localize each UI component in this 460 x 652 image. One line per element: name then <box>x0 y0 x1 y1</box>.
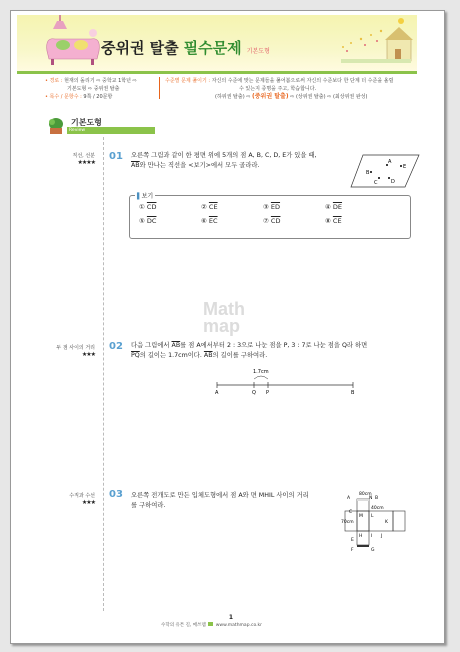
title-part2: 탈출 <box>149 39 179 57</box>
q3-fig-label-f: F <box>351 548 354 553</box>
q1-choice-6 <box>201 217 263 225</box>
q3-meta <box>51 492 95 506</box>
info-count-value: 9쪽 / 20문항 <box>83 94 113 100</box>
info-path-value2: 기본도형 ⇨ 중위권 탈출 <box>67 86 120 92</box>
q3-fig-label-a: A <box>347 496 351 501</box>
info-method-label: 수준별 문제 풀이기 : <box>165 78 211 84</box>
q3-fig-label-k: K <box>385 520 388 525</box>
q1-number: 01 <box>109 151 123 162</box>
q1-fig-label-a: A <box>388 159 392 165</box>
q3-fig-side: 70cm <box>341 520 354 525</box>
q1-choice-row2 <box>139 217 387 225</box>
q1-choice-5-num: ⑤ <box>139 217 145 225</box>
q2-fig-label-b: B <box>351 390 355 395</box>
footer-text: 수학의 유튼 길, 매쓰맵 <box>161 623 206 628</box>
q3-topic: 수직과 수선 <box>69 493 95 499</box>
q1-choice-2-seg: $\overline{CE}$ <box>208 203 218 211</box>
q2-text1b: 를 점 A에서부터 2 : 3으로 나눈 점을 P, 3 : 7로 나눈 점을 Q라 하면 <box>180 342 368 349</box>
q3-text <box>131 491 331 511</box>
q1-choice-2-num: ② <box>201 203 207 211</box>
q1-choice-1 <box>139 203 201 211</box>
q1-box-title <box>135 191 155 200</box>
q1-fig-label-d: D <box>391 179 395 185</box>
q1-choice-8-num: ⑧ <box>325 217 331 225</box>
sofa-illustration-icon <box>41 15 107 71</box>
q3-fig-label-e: E <box>351 538 354 543</box>
q1-meta <box>51 152 95 166</box>
footer-square-icon <box>208 622 213 626</box>
q1-choice-1-seg: $\overline{CD}$ <box>146 203 157 211</box>
info-method-text2: 수 있는지 증명을 주고, 학습합니다. <box>239 86 317 92</box>
q1-choice-1-num: ① <box>139 203 145 211</box>
spine-line <box>103 137 104 611</box>
q2-text2b: 의 길이를 구하여라. <box>212 352 268 359</box>
info-method <box>165 77 393 101</box>
q2-seg2: $\overline{PQ}$ <box>131 352 140 359</box>
q1-choice-8 <box>325 217 387 225</box>
title-part3: 필수문제 <box>183 39 242 57</box>
q3-number: 03 <box>109 489 123 500</box>
info-path <box>45 77 137 101</box>
q1-seg: $\overline{AB}$ <box>131 162 140 169</box>
q1-choice-6-num: ⑥ <box>201 217 207 225</box>
q1-stars: ★★★★ <box>77 159 95 166</box>
watermark-line1: Math <box>203 299 245 319</box>
q1-text <box>131 151 351 171</box>
info-flow-a: (하위권 탈출) ⇨ <box>215 94 251 100</box>
title-subtitle: 기본도형 <box>246 48 270 55</box>
info-divider <box>159 77 160 99</box>
q3-fig-top: 80cm <box>359 492 372 497</box>
q3-figure <box>341 491 421 555</box>
q2-fig-label-a: A <box>215 390 219 395</box>
q2-seg3: $\overline{AB}$ <box>203 352 213 359</box>
q3-text1: 오른쪽 전개도로 만든 입체도형에서 점 A와 면 MHIL 사이의 거리 <box>131 492 309 499</box>
q1-choice-row1 <box>139 203 387 211</box>
q1-text1: 오른쪽 그림과 같이 한 평면 위에 5개의 점 A, B, C, D, E가 있을 때, <box>131 152 317 159</box>
info-path-label: • 경로 : <box>45 78 63 84</box>
q2-number: 02 <box>109 341 123 352</box>
info-count-label: • 목수 / 문항수 : <box>45 94 82 100</box>
q1-fig-label-b: B <box>366 170 370 176</box>
q3-fig-mid: 40cm <box>371 506 384 511</box>
house-illustration-icon <box>337 17 415 69</box>
q1-choice-7 <box>263 217 325 225</box>
q2-stars: ★★★ <box>81 351 95 358</box>
q1-choice-5-seg: $\overline{DC}$ <box>146 217 157 225</box>
q3-fig-label-c: C <box>349 510 353 515</box>
q1-box-title-text: 보기 <box>141 193 154 200</box>
q3-fig-label-m: M <box>359 514 363 519</box>
q3-stars: ★★★ <box>81 499 95 506</box>
header-underline <box>17 71 417 74</box>
q2-text1a: 다음 그림에서 <box>131 342 170 349</box>
watermark-line2: map <box>203 316 241 336</box>
q3-fig-label-g: G <box>371 548 375 553</box>
q3-fig-label-j: J <box>381 534 383 539</box>
footer-url: www.mathmap.co.kr <box>215 623 263 628</box>
q1-fig-label-e: E <box>403 164 407 170</box>
q1-choice-3-num: ③ <box>263 203 269 211</box>
q1-choice-2 <box>201 203 263 211</box>
q1-choice-6-seg: $\overline{EC}$ <box>208 217 218 225</box>
q2-topic: 두 점 사이의 거리 <box>56 345 95 351</box>
q1-choice-3-seg: $\overline{ED}$ <box>270 203 281 211</box>
q1-topic: 직선, 선분 <box>72 153 95 159</box>
q3-fig-label-i: I <box>371 534 373 539</box>
q2-figure <box>211 367 361 395</box>
document-page <box>10 10 445 644</box>
info-flow-c: ⇨ (상위권 탈출) ⇨ (최상위권 완성) <box>290 94 368 100</box>
q1-figure <box>349 151 421 191</box>
q3-fig-label-n: N <box>369 496 373 501</box>
footer-page-number: 1 <box>228 614 234 621</box>
section-sub: Review <box>69 128 86 133</box>
q3-text2: 를 구하여라. <box>131 502 166 509</box>
title-part1: 중위권 <box>101 39 145 57</box>
q1-box-marker: ▌ <box>137 193 142 200</box>
info-flow-b: (중위권 탈출) <box>252 93 289 100</box>
page-title <box>101 37 270 58</box>
section-plant-icon <box>45 115 67 135</box>
q2-fig-label-q: Q <box>252 390 256 395</box>
q1-text2: 와 만나는 직선을 <보기>에서 모두 골라라. <box>139 162 260 169</box>
q2-fig-label-p: P <box>266 390 270 395</box>
q1-choice-8-seg: $\overline{CE}$ <box>332 217 342 225</box>
q2-text <box>131 341 431 361</box>
q1-choice-4-seg: $\overline{DE}$ <box>332 203 343 211</box>
q1-choice-7-seg: $\overline{CD}$ <box>270 217 281 225</box>
watermark <box>203 301 245 335</box>
q1-choice-4-num: ④ <box>325 203 331 211</box>
q1-choice-7-num: ⑦ <box>263 217 269 225</box>
info-method-text1: 자신의 수준에 맞는 문제들을 풀어봄으로써 자신의 수준보다 한 단계 더 수준을 올릴 <box>211 78 394 84</box>
q1-choice-3 <box>263 203 325 211</box>
q1-choice-4 <box>325 203 387 211</box>
q2-text2a: 의 길이는 1.7cm이다. <box>139 352 202 359</box>
q3-fig-label-l: L <box>371 514 374 519</box>
section-title: 기본도형 <box>71 118 102 127</box>
footer <box>161 622 262 628</box>
q3-fig-label-b: B <box>375 496 379 501</box>
q1-choice-5 <box>139 217 201 225</box>
q1-fig-label-c: C <box>374 180 378 186</box>
info-path-value: 현재의 돌리기 ⇨ 중학교 1학년 ⇨ <box>64 78 137 84</box>
q2-fig-len: 1.7cm <box>253 369 269 375</box>
q2-meta <box>47 344 95 358</box>
q3-fig-label-h: H <box>359 534 363 539</box>
q2-seg1: $\overline{AB}$ <box>171 342 181 349</box>
